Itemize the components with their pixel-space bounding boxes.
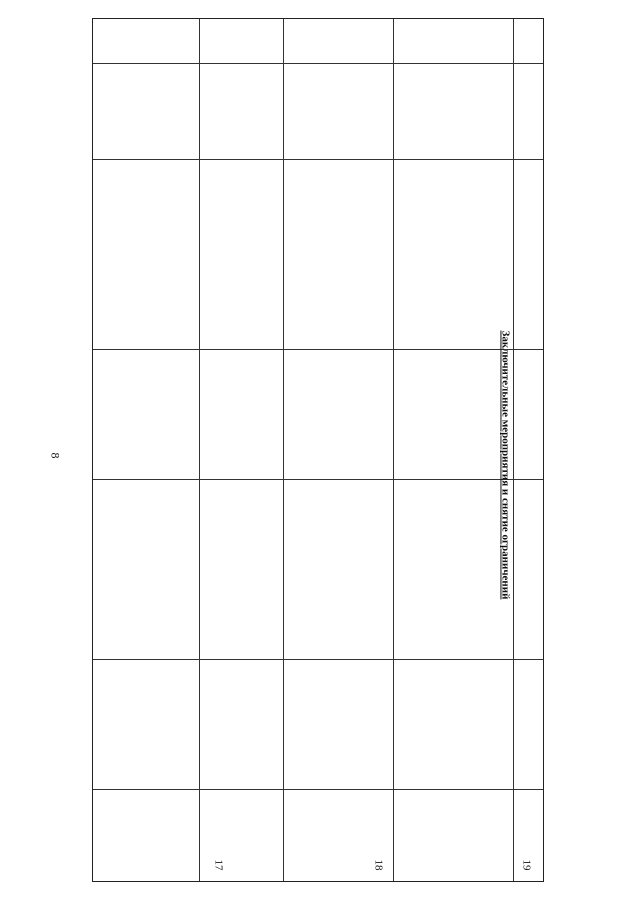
- row-divider: [93, 659, 543, 660]
- row-divider: [93, 159, 543, 160]
- column-divider: [513, 19, 514, 881]
- page-number: 8: [48, 452, 63, 459]
- row-number: 19: [520, 859, 533, 871]
- row-number: 18: [372, 859, 385, 871]
- column-divider: [393, 19, 394, 881]
- row-divider: [93, 789, 543, 790]
- section-title: Заключительные мероприятия и снятие ограничений: [499, 330, 512, 600]
- column-divider: [283, 19, 284, 881]
- row-divider: [93, 63, 543, 64]
- measures-table: [92, 18, 544, 882]
- row-number: 17: [212, 859, 225, 871]
- row-divider: [93, 479, 543, 480]
- column-divider: [199, 19, 200, 881]
- row-divider: [93, 349, 543, 350]
